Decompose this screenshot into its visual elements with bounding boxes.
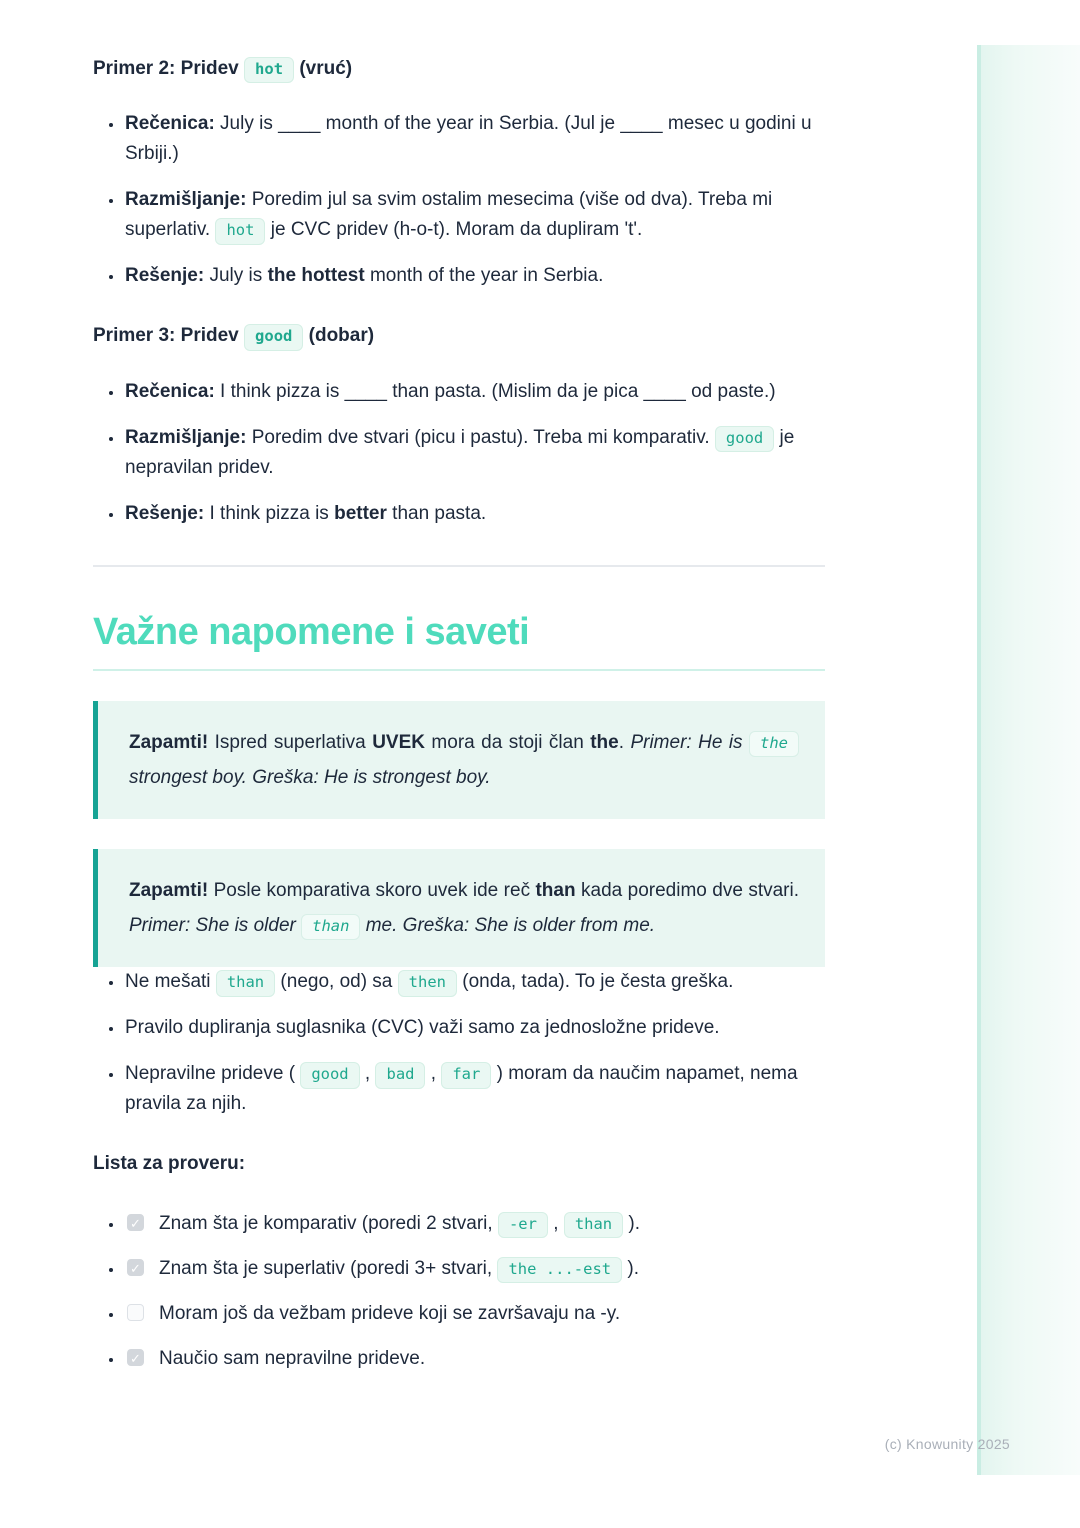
text: (onda, tada). To je česta greška. <box>457 971 734 993</box>
text: Posle komparativa skoro uvek ide reč <box>208 879 536 901</box>
checklist <box>93 1209 825 1374</box>
checklist-item <box>124 1209 825 1239</box>
text: , <box>547 1212 564 1234</box>
text: , <box>425 1063 442 1085</box>
text: than pasta. <box>386 502 487 524</box>
example-bullet-list <box>93 109 825 291</box>
italic-text: Primer: She is older <box>129 915 302 936</box>
checklist-item <box>124 1344 825 1374</box>
copyright: (c) Knowunity 2025 <box>884 1436 1010 1452</box>
text: je CVC pridev (h-o-t). Moram da dupliram 't'. <box>265 219 643 241</box>
checklist-title: Lista za proveru: <box>93 1153 246 1175</box>
text: Ne mešati <box>125 971 216 993</box>
text: Znam šta je komparativ (poredi 2 stvari, <box>159 1212 498 1234</box>
inline-code-badge: hot <box>215 218 265 244</box>
inline-code-badge: good <box>244 324 303 350</box>
checkbox-unchecked[interactable] <box>127 1304 144 1321</box>
text: I think pizza is <box>204 502 335 524</box>
list-item <box>124 261 825 291</box>
callout-zapamti-komparativ <box>93 849 825 967</box>
text: (nego, od) sa <box>275 971 398 993</box>
example-title-prefix: Primer 3: Pridev <box>93 325 239 347</box>
bold-text: Razmišljanje: <box>125 426 247 448</box>
list-item <box>124 377 825 407</box>
inline-code-badge: than <box>216 970 275 996</box>
text: Moram još da vežbam prideve koji se završavaju na -y. <box>159 1302 621 1324</box>
inline-code-badge: the ...-est <box>497 1257 622 1283</box>
inline-code-badge: than <box>301 914 360 940</box>
bold-text: than <box>535 879 576 901</box>
italic-text: me. Greška: She is older from me. <box>360 915 656 936</box>
italic-text: strongest boy. Greška: He is strongest boy. <box>129 766 491 788</box>
checkbox-checked[interactable] <box>127 1259 144 1276</box>
bold-text: the <box>590 731 619 753</box>
page-edge-gradient <box>977 45 1080 1475</box>
callout-text <box>129 873 799 943</box>
list-item <box>124 967 825 997</box>
text: Naučio sam nepravilne prideve. <box>159 1347 426 1369</box>
example-title-suffix: (vruć) <box>299 58 353 79</box>
text: July is <box>204 265 268 287</box>
inline-code-badge: bad <box>375 1062 425 1088</box>
text: July is ____ month of the year in Serbia. (Jul je ____ mesec u godini u Srbiji.) <box>125 113 812 165</box>
text: mora da stoji član <box>424 731 591 753</box>
list-item <box>124 423 825 483</box>
text: ) moram da naučim napamet, nema pravila za njih. <box>125 1063 798 1115</box>
bold-text: the hottest <box>267 265 365 287</box>
inline-code-badge: good <box>300 1062 359 1088</box>
text: Ispred superlativa <box>208 731 373 753</box>
bold-text: Rešenje: <box>125 502 205 524</box>
bold-text: better <box>334 502 387 524</box>
inline-code-badge: hot <box>244 57 294 83</box>
text: ). <box>623 1212 641 1234</box>
italic-text: Primer: He is <box>630 731 749 753</box>
example-primer-2 <box>93 56 825 291</box>
inline-code-badge: good <box>715 426 774 452</box>
text: Poredim jul sa svim ostalim mesecima (više od dva). Treba mi superlativ. <box>125 189 773 241</box>
text: Poredim dve stvari (picu i pastu). Treba mi komparativ. <box>246 426 715 448</box>
callout-zapamti-superlativ <box>93 701 825 819</box>
text: Pravilo dupliranja suglasnika (CVC) važi samo za jednosložne prideve. <box>125 1017 720 1039</box>
inline-code-badge: then <box>398 970 457 996</box>
inline-code-badge: than <box>564 1212 623 1238</box>
text: Znam šta je superlativ (poredi 3+ stvari, <box>159 1257 498 1279</box>
inline-code-badge: far <box>441 1062 491 1088</box>
section-title: Važne napomene i saveti <box>93 611 825 671</box>
text: je nepravilan pridev. <box>125 426 795 478</box>
section-divider <box>93 565 825 567</box>
example-title-suffix: (dobar) <box>308 325 375 347</box>
checklist-item <box>124 1254 825 1284</box>
text: month of the year in Serbia. <box>364 265 604 287</box>
example-primer-3 <box>93 323 825 528</box>
list-item <box>124 1013 825 1043</box>
callout-text <box>129 725 799 795</box>
list-item <box>124 185 825 245</box>
list-item <box>124 499 825 529</box>
text: I think pizza is ____ than pasta. (Mislim da je pica ____ od paste.) <box>214 380 776 402</box>
bold-text: Rešenje: <box>125 265 205 287</box>
bold-text: Zapamti! <box>129 731 209 753</box>
list-item <box>124 109 825 169</box>
example-title <box>93 56 825 83</box>
text: ). <box>622 1257 639 1279</box>
checklist-item <box>124 1299 825 1329</box>
bold-text: Zapamti! <box>129 879 209 901</box>
example-bullet-list <box>93 377 825 529</box>
text: kada poredimo dve stvari. <box>575 879 799 901</box>
bold-text: UVEK <box>372 731 425 753</box>
example-title-prefix: Primer 2: Pridev <box>93 58 239 79</box>
text: , <box>359 1063 376 1085</box>
notes-list <box>93 967 825 1119</box>
inline-code-badge: -er <box>498 1212 548 1238</box>
example-title <box>93 323 825 350</box>
text: . <box>618 731 631 753</box>
bold-text: Rečenica: <box>125 380 215 402</box>
checkbox-checked[interactable] <box>127 1349 144 1366</box>
bold-text: Rečenica: <box>125 113 215 135</box>
checkbox-checked[interactable] <box>127 1214 144 1231</box>
inline-code-badge: the <box>749 731 799 757</box>
text: Nepravilne prideve ( <box>125 1063 301 1085</box>
list-item <box>124 1059 825 1119</box>
bold-text: Razmišljanje: <box>125 189 247 211</box>
